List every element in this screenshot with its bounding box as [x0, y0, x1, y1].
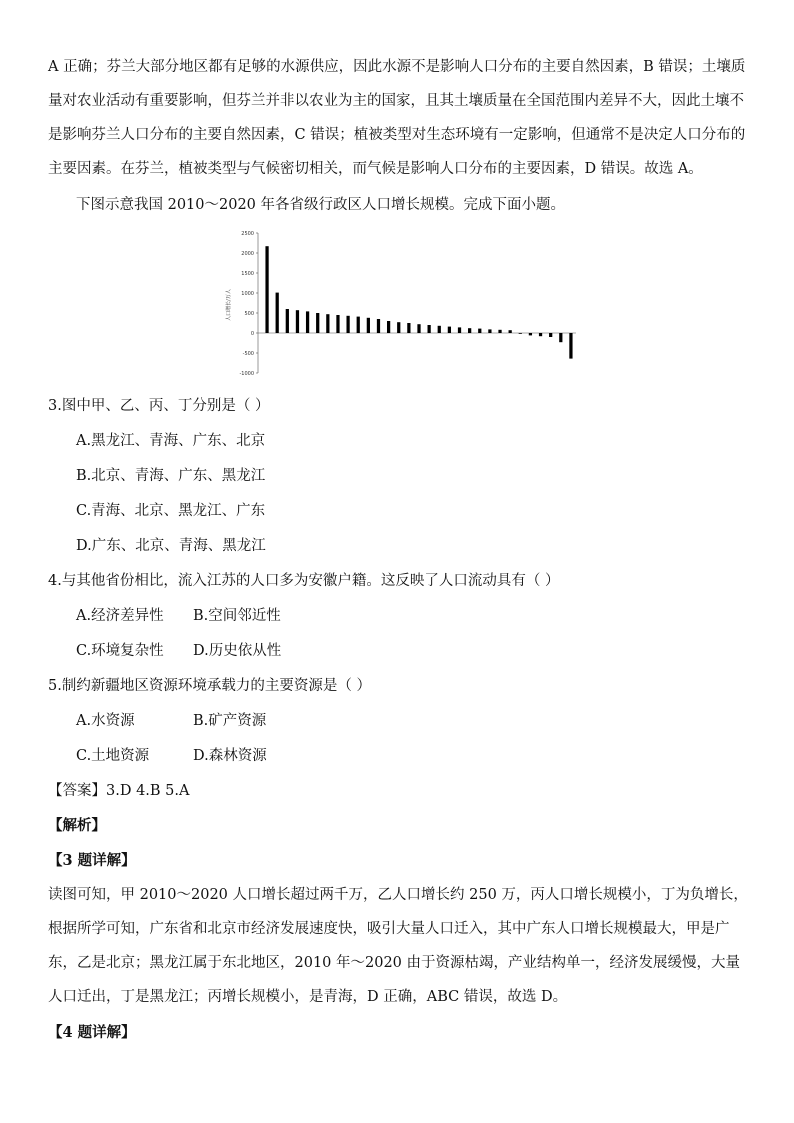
y-axis-label: 人口增长/万人 — [226, 289, 232, 321]
y-tick-label: -1000 — [239, 370, 254, 377]
y-tick-label: 1500 — [241, 270, 254, 277]
chart-axes — [239, 231, 576, 377]
bar-19 — [448, 327, 451, 333]
bar-20 — [458, 327, 461, 333]
bar-22 — [478, 329, 481, 333]
detail3-heading: 【3 题详解】 — [48, 852, 136, 869]
bar-15 — [407, 323, 410, 333]
bar-30 — [559, 333, 562, 342]
bar-16 — [417, 324, 420, 333]
bar-23 — [488, 329, 491, 333]
bar-13 — [387, 321, 390, 333]
analysis-heading: 【解析】 — [48, 817, 106, 834]
bar-8 — [336, 315, 339, 333]
bar-29 — [549, 333, 552, 337]
q3-option-b[interactable]: B.北京、青海、广东、黑龙江 — [76, 468, 266, 484]
bar-28 — [539, 333, 542, 336]
bar-24 — [498, 330, 501, 333]
detail3-paragraph: 读图可知，甲 2010～2020 人口增长超过两千万，乙人口增长约 250 万，丙人口增长规模小，丁为负增长，根据所学可知，广东省和北京市经济发展速度快，吸引大量人口迁入，其中广东人口增长规模最大，甲是广东，乙是北京；黑龙江属于东北地区，2010 年～2020 由于资源枯竭，产业结构单一，经济发展缓慢，大量人口迁出，丁是黑龙江；丙增长规模小，是青海，D 正确，ABC 错误，故选 D。 — [48, 887, 748, 1005]
y-tick-label: -500 — [242, 350, 254, 357]
question-intro: 下图示意我国 2010～2020 年各省级行政区人口增长规模。完成下面小题。 — [76, 197, 566, 213]
bar-5 — [306, 311, 309, 333]
q3-option-a[interactable]: A.黑龙江、青海、广东、北京 — [76, 433, 266, 449]
q5-option-d[interactable]: D.森林资源 — [193, 748, 267, 764]
q4-option-d[interactable]: D.历史依从性 — [193, 643, 282, 659]
q5-option-b[interactable]: B.矿产资源 — [193, 713, 267, 729]
bar-18 — [438, 326, 441, 333]
q3-stem: 3.图中甲、乙、丙、丁分别是（ ） — [48, 398, 270, 414]
chart-bars — [265, 246, 572, 358]
q4-stem: 4.与其他省份相比，流入江苏的人口多为安徽户籍。这反映了人口流动具有（ ） — [48, 573, 560, 589]
q4-option-b[interactable]: B.空间邻近性 — [193, 608, 281, 624]
bar-27 — [529, 333, 532, 335]
explanation-paragraph: A 正确；芬兰大部分地区都有足够的水源供应，因此水源不是影响人口分布的主要自然因素，B 错误；土壤质量对农业活动有重要影响，但芬兰并非以农业为主的国家，且其土壤质量在全国范围内差异不大，因此土壤不是影响芬兰人口分布的主要自然因素，C 错误；植被类型对生态环境有一定影响，但通常不是决定人口分布的主要因素。在芬兰，植被类型与气候密切相关，而气候是影响人口分布的主要因素，D 错误。故选 A。 — [48, 59, 746, 177]
bar-25 — [509, 330, 512, 333]
q4-option-c[interactable]: C.环境复杂性 — [76, 643, 164, 659]
y-tick-label: 2000 — [241, 250, 254, 257]
bar-6 — [316, 313, 319, 333]
q5-stem: 5.制约新疆地区资源环境承载力的主要资源是（ ） — [48, 678, 371, 694]
q5-option-c[interactable]: C.土地资源 — [76, 748, 150, 764]
bar-26 — [519, 333, 522, 334]
q3-option-c[interactable]: C.青海、北京、黑龙江、广东 — [76, 503, 266, 519]
population-growth-bar-chart — [222, 223, 582, 385]
q3-option-d[interactable]: D.广东、北京、青海、黑龙江 — [76, 538, 266, 554]
bar-4 — [296, 310, 299, 333]
bar-3 — [286, 309, 289, 333]
bar-1 — [265, 246, 268, 333]
y-tick-label: 0 — [250, 330, 254, 337]
bar-7 — [326, 314, 329, 333]
bar-31 — [569, 333, 572, 359]
bar-14 — [397, 322, 400, 333]
y-tick-label: 2500 — [241, 230, 254, 237]
q5-option-a[interactable]: A.水资源 — [76, 713, 135, 729]
answer-line: 【答案】3.D 4.B 5.A — [48, 783, 190, 799]
bar-12 — [377, 319, 380, 333]
bar-11 — [367, 318, 370, 333]
bar-9 — [346, 316, 349, 333]
bar-2 — [276, 293, 279, 333]
q4-option-a[interactable]: A.经济差异性 — [76, 608, 164, 624]
bar-17 — [428, 325, 431, 333]
y-tick-label: 1000 — [241, 290, 254, 297]
y-tick-label: 500 — [244, 310, 254, 317]
detail4-heading: 【4 题详解】 — [48, 1024, 136, 1041]
bar-10 — [357, 317, 360, 333]
bar-21 — [468, 328, 471, 333]
